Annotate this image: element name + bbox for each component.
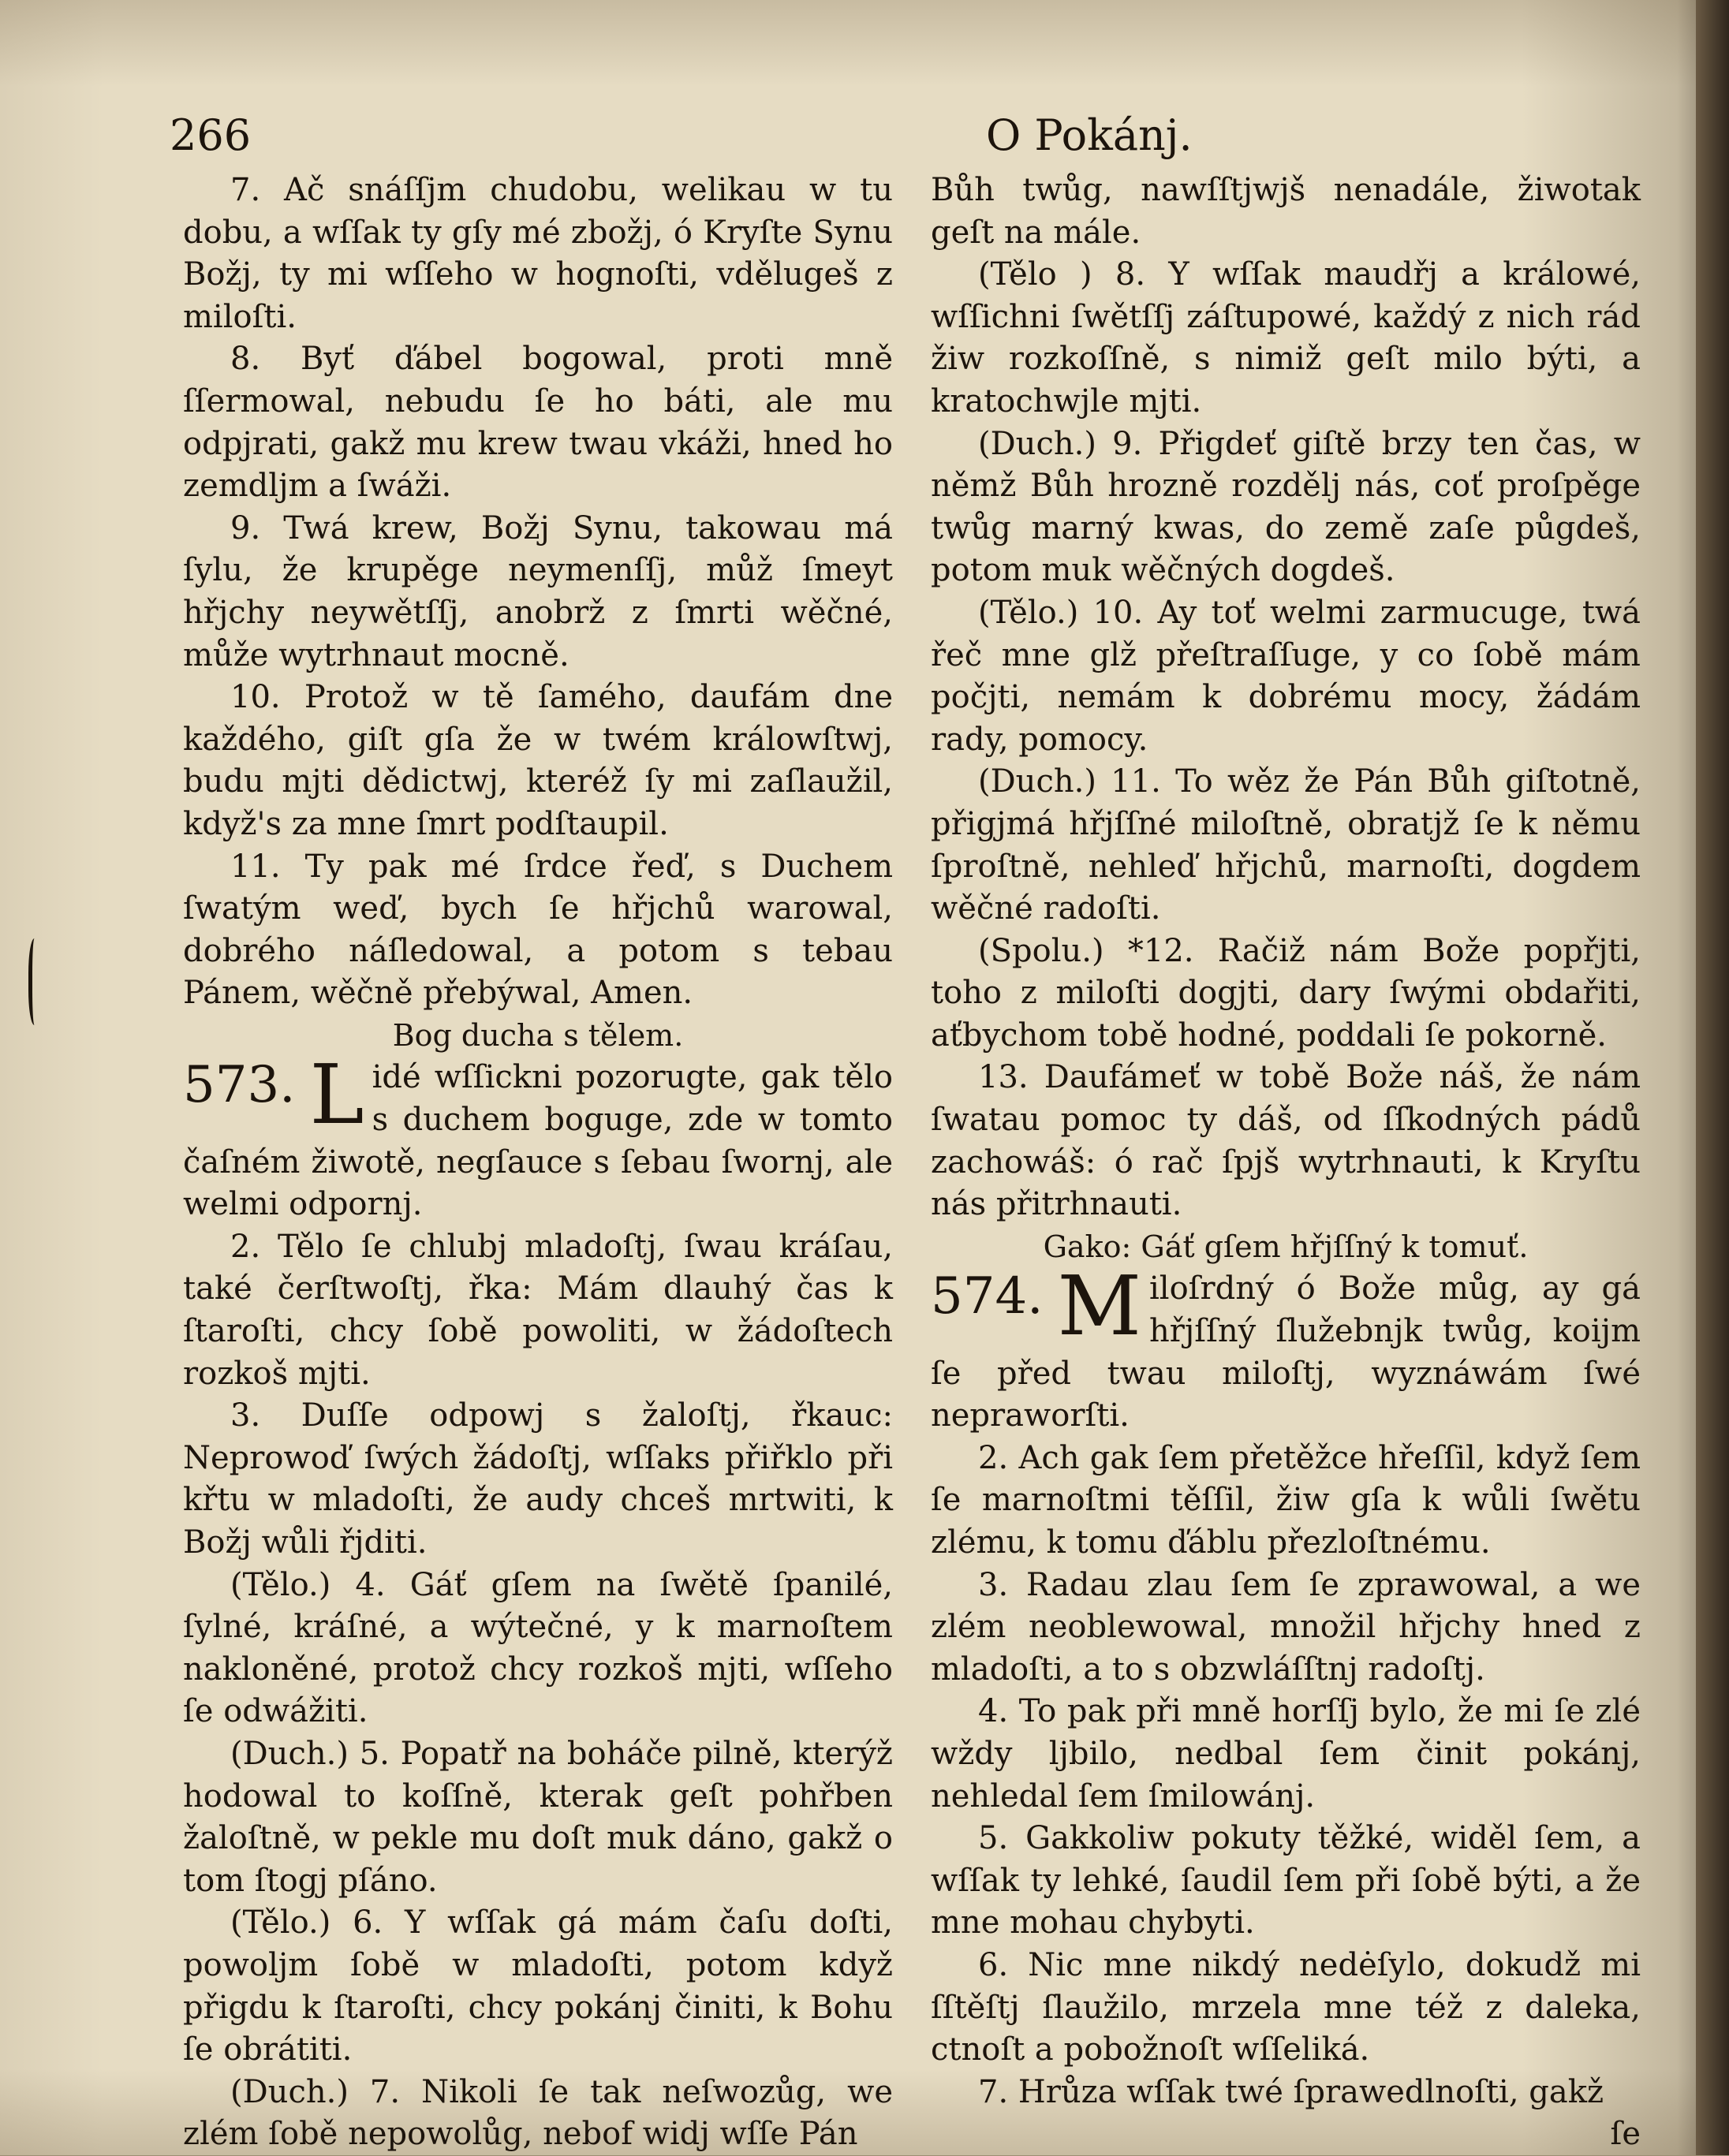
verse: 10. Protož w tě ſamého, daufám dne každého, giſt gſa že w twém králowſtwj, budu mjti dědictwj, kteréž ſy mi zaſlaužil, když's za mne ſmrt podſtaupil. xyxy=(183,679,893,842)
verse-text: iloſrdný ó Bože můg, ay gá hřjſſný ſlužebnjk twůg, koijm ſe před twau miloſtj, wyznáwám ſwé nepraworſti. xyxy=(931,1270,1641,1434)
page-number: 266 xyxy=(170,110,252,160)
hymn-574-first-verse xyxy=(931,1258,1641,1437)
verse: (Duch.) 9. Přigdeť giſtě brzy ten čas, w němž Bůh hrozně rozdělj nás, coť proſpěge twůg marný kwas, do země zaſe půgdeš, potom muk wěčných dogdeš. xyxy=(931,425,1641,589)
verse: (Tělo.) 6. Y wſſak gá mám čaſu doſti, powoljm ſobě w mladoſti, potom když přigdu k ſtaroſti, chcy pokánj činiti, k Bohu ſe obrátiti. xyxy=(183,1904,893,2068)
drop-cap: M xyxy=(1057,1258,1141,1355)
hymn-subheading: Gako: Gáť gſem hřjſſný k tomuť. xyxy=(1043,1229,1529,1264)
page-header xyxy=(170,110,1684,166)
book-spine xyxy=(1696,0,1729,2155)
verse: 2. Ach gak ſem přetěžce hřeſſil, když ſem ſe marnoſtmi těſſil, žiw gſa k wůli ſwětu zlému, k tomu ďáblu přezloſtnému. xyxy=(931,1439,1641,1561)
verse-continuation: Bůh twůg, nawſſtjwjš nenadále, žiwotak geſt na málе. xyxy=(931,172,1641,251)
verse: (Duch.) 7. Nikoli ſe tak neſwozůg, we zlém ſobě nepowolůg, nebof widj wſſe Pán xyxy=(183,2073,893,2153)
right-column xyxy=(931,170,1641,2156)
verse: 11. Ty pak mé ſrdce řeď, s Duchem ſwatým weď, bych ſe hřjchů warowal, dobrého náſledowal, a potom s tebau Pánem, wěčně přebýwal, Amen. xyxy=(183,848,893,1012)
verse: 9. Twá krew, Božj Synu, takowau má ſylu, že krupěge neymenſſj, můž ſmeyt hřjchy neywětſſj, anobrž z ſmrti wěčné, může wytrhnaut mocně. xyxy=(183,509,893,673)
verse: 13. Daufámeť w tobě Bože náš, že nám ſwatau pomoc ty dáš, od ſſkodných pádů zachowáš: ó rač ſpjš wytrhnauti, k Kryſtu nás přitrhnauti. xyxy=(931,1059,1641,1223)
hymn-573-first-verse xyxy=(183,1046,893,1225)
verse: (Tělo ) 8. Y wſſak maudřj a králowé, wſſichni ſwětſſj záſtupowé, každý z nich rád žiw rozkoſſně, s nimiž geſt milo býti, a kratochwjle mjti. xyxy=(931,256,1641,420)
hymn-number: 574. xyxy=(931,1267,1044,1326)
verse: 2. Tělo ſe chlubj mladoſtj, ſwau kráſau, také čerſtwoſtj, řka: Mám dlauhý čas k ſtaroſti, chcy ſobě powoliti, w žádoſtech rozkoš mjti. xyxy=(183,1228,893,1392)
verse: 3. Duſſe odpowj s žaloſtj, řkauc: Neprowoď ſwých žádoſtj, wſſaks přiřklo při křtu w mladoſti, že audy chceš mrtwiti, k Božj wůli řjditi. xyxy=(183,1397,893,1561)
hymn-subheading: Bog ducha s tělem. xyxy=(392,1017,684,1053)
verse: (Duch.) 5. Popatř na boháče pilně, kterýž hodowal to koſſně, kterak geſt pohřben žaloſtně, w pekle mu doſt muk dáno, gakž o tom ſtogj pſáno. xyxy=(183,1735,893,1899)
verse: (Tělo.) 4. Gáť gſem na ſwětě ſpanilé, ſylné, kráſné, a wýtečné, y k marnoſtem nakloněné, protož chcy rozkoš mjti, wſſeho ſe odwážiti. xyxy=(183,1566,893,1730)
verse: 8. Byť ďábel bogowal, proti mně ſſermowal, nebudu ſe ho báti, ale mu odpjrati, gakž mu krew twau vkáži, hned ho zemdljm a ſwáži. xyxy=(183,341,893,505)
left-column xyxy=(183,170,893,2156)
verse: 7. Ač snáſſjm chudobu, welikau w tu dobu, a wſſak ty gſy mé zbožj, ó Kryſte Synu Božj, ty mi wſſeho w hognoſti, vdělugeš z miloſti. xyxy=(183,172,893,335)
hymn-number: 573. xyxy=(183,1056,296,1115)
verse: 5. Gakkoliw pokuty těžké, widěl ſem, a wſſak ty lehké, ſaudil ſem při ſobě býti, a že mne mohau chybyti. xyxy=(931,1820,1641,1942)
verse: (Tělo.) 10. Ay toť welmi zarmucuge, twá řeč mne glž přeſtraſſuge, y co ſobě mám počjti, nemám k dobrému mocy, žádám rady, pomocy. xyxy=(931,594,1641,758)
verse: (Duch.) 11. To wěz že Pán Bůh giſtotně, přigjmá hřjſſné miloſtně, obratjž ſe k němu ſproſtně, nehleď hřjchů, marnoſti, dogdem wěčné radoſti. xyxy=(931,763,1641,927)
verse-text: idé wſſickni pozorugte, gak tělo s duchem bogugе, zde w tomto čaſném žiwotě, negſauce s ſebau ſwornj, ale welmi odpornj. xyxy=(183,1059,893,1223)
drop-cap: L xyxy=(309,1046,364,1143)
verse: 4. To pak při mně horſſj bylo, že mi ſe zlé wždy ljbilo, nedbal ſem činit pokánj, nehledal ſem ſmilowánj. xyxy=(931,1693,1641,1815)
running-title: O Pokánj. xyxy=(986,110,1193,160)
verse: 7. Hrůza wſſak twé ſprawedlnoſti, gakž xyxy=(978,2073,1604,2110)
verse: 6. Nic mne nikdý nedėſylo, dokudž mi ſſtěſtj ſlaužilo, mrzela mne též z daleka, ctnoſt a pobožnoſt wſſeliká. xyxy=(931,1946,1641,2068)
catchword: ſe xyxy=(1610,2116,1641,2153)
margin-bracket-mark xyxy=(28,938,43,1025)
verse: 3. Radau zlau ſem ſe zprawowal, a we zlém neoblewowal, množil hřjchy hned z mladoſti, a to s obzwláſſtnj radoſtj. xyxy=(931,1566,1641,1688)
verse: (Spolu.) *12. Račiž nám Bože popřjti, toho z miloſti dogjti, dary ſwými obdařiti, aťbychom tobě hodné, poddali ſe pokorně. xyxy=(931,932,1641,1054)
